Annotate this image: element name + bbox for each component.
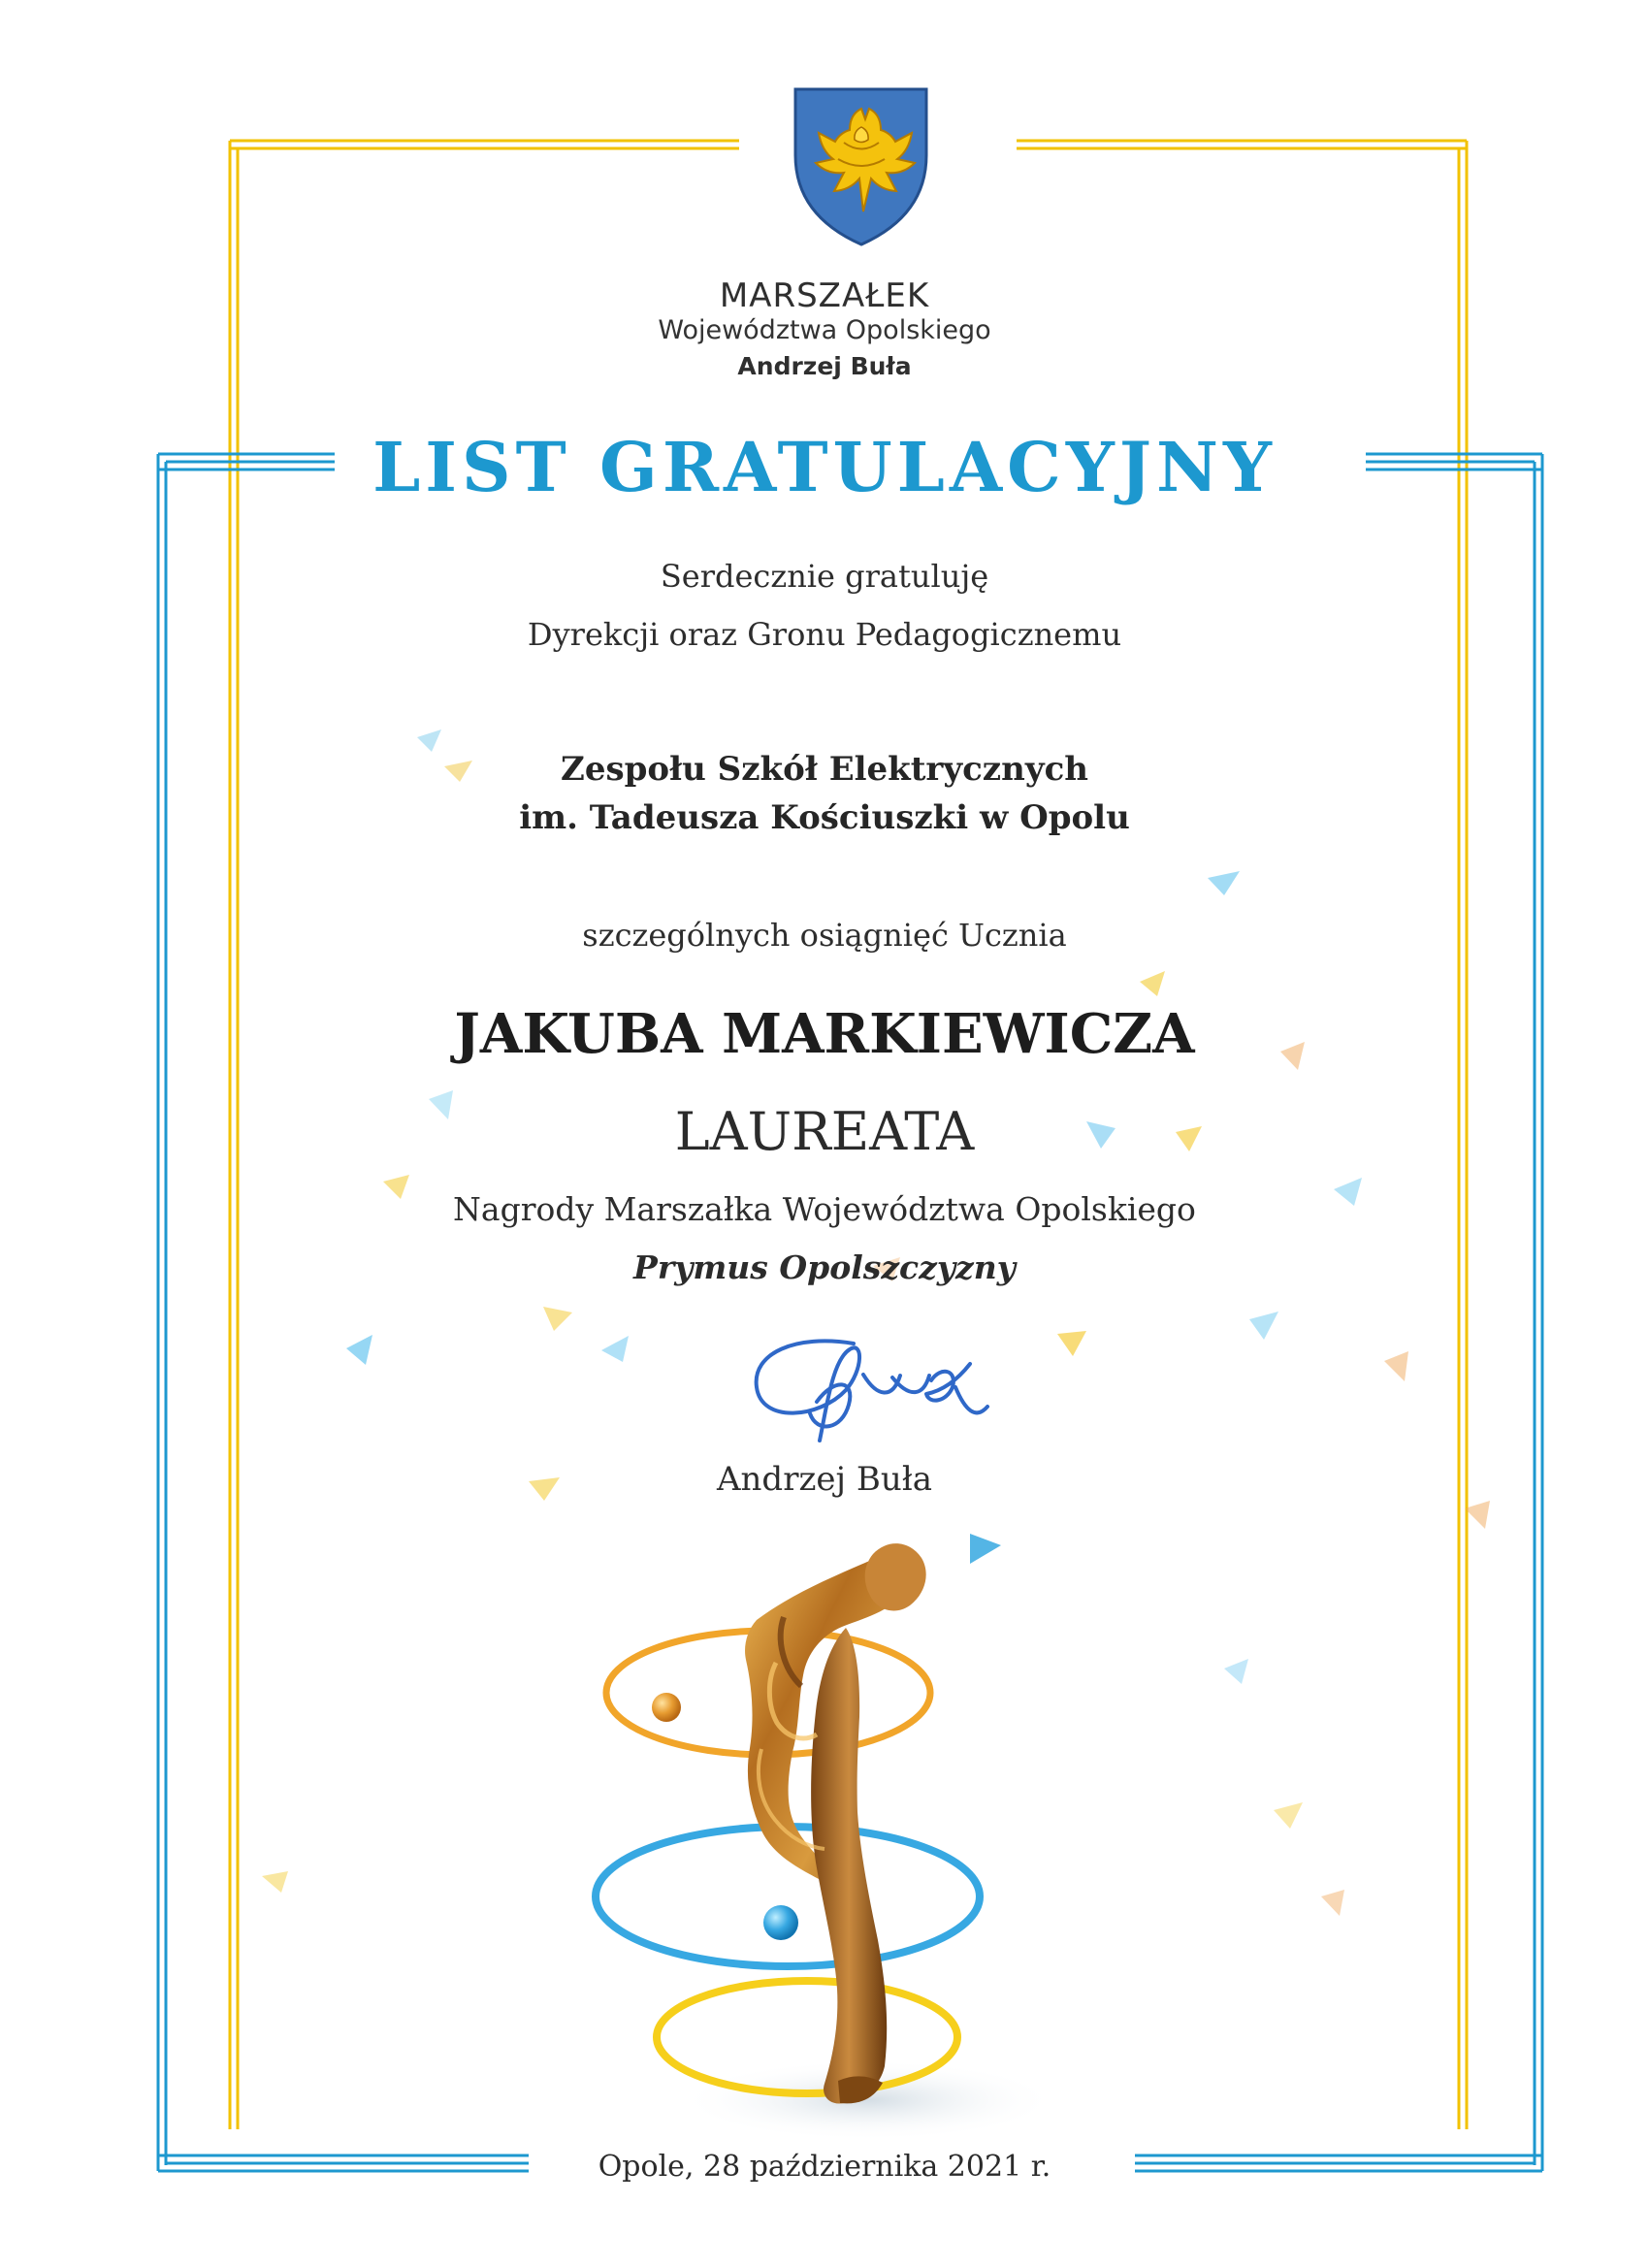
- place-date: Opole, 28 października 2021 r.: [598, 2150, 1051, 2184]
- congratulations-line-2: Dyrekcji oraz Gronu Pedagogicznemu: [527, 616, 1122, 653]
- issuer-name: Andrzej Buła: [737, 352, 912, 380]
- prymus-statue-illustration: [596, 1543, 1057, 2141]
- award-name: Prymus Opolszczyzny: [633, 1248, 1016, 1286]
- issuer-subtitle: Województwa Opolskiego: [658, 315, 991, 345]
- congratulations-line-1: Serdecznie gratuluję: [660, 558, 989, 595]
- award-line: Nagrody Marszałka Województwa Opolskiego: [453, 1190, 1196, 1228]
- issuer-title: MARSZAŁEK: [719, 276, 930, 315]
- coat-of-arms-icon: [795, 89, 926, 244]
- student-name: JAKUBA MARKIEWICZA: [454, 1002, 1195, 1066]
- school-name-line-2: im. Tadeusza Kościuszki w Opolu: [519, 798, 1130, 837]
- school-name-line-1: Zespołu Szkół Elektrycznych: [561, 750, 1088, 789]
- achievement-line: szczególnych osiągnięć Ucznia: [582, 917, 1067, 954]
- signer-name: Andrzej Buła: [716, 1460, 933, 1499]
- laureate-label: LAUREATA: [674, 1101, 975, 1162]
- signature-icon: [757, 1341, 987, 1441]
- document-title: LIST GRATULACYJNY: [372, 427, 1277, 507]
